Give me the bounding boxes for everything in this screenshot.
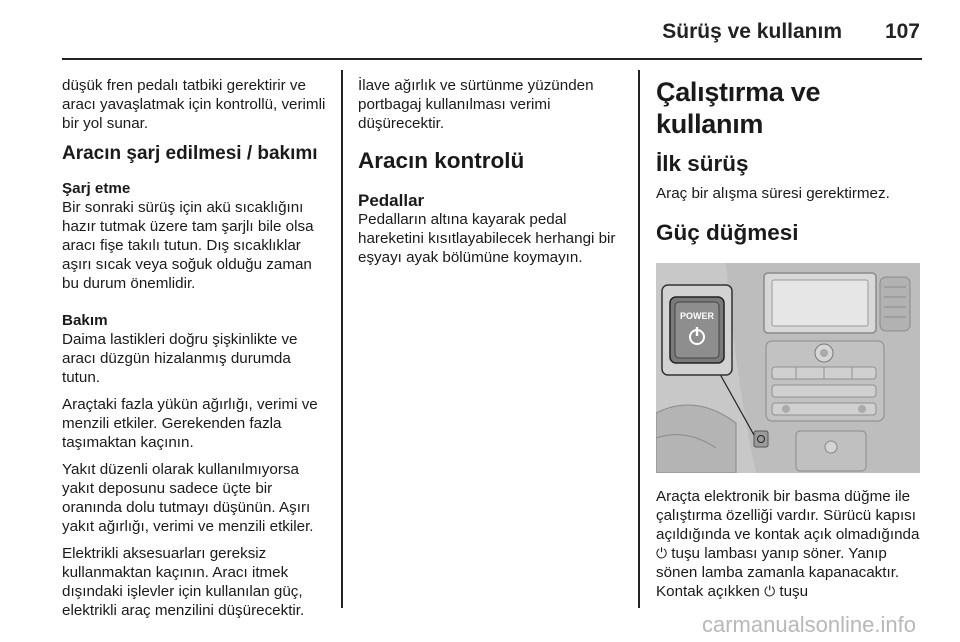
subheading-maintenance: Bakım xyxy=(62,312,108,329)
roof-rack-paragraph: İlave ağırlık ve sürtünme yüzünden portbagaj kullanılması verimi düşürecektir. xyxy=(358,77,594,132)
page-number: 107 xyxy=(884,20,920,43)
maintenance-paragraph-4: Elektrikli aksesuarları gereksiz kullanmaktan kaçının. Aracı itmek dışındaki işlevler için kullanılan güç, elektrikli araç menzilini düşürecektir. xyxy=(62,545,305,619)
maintenance-paragraph-2: Araçtaki fazla yükün ağırlığı, verimi ve menzili etkiler. Gerekenden fazla taşımaktan kaçının. xyxy=(62,396,318,451)
subheading-power-button: Güç düğmesi xyxy=(656,220,799,245)
column-divider-2 xyxy=(638,70,640,608)
column-1 xyxy=(62,76,330,628)
power-symbol-icon: ⏻ xyxy=(764,583,776,599)
column-2 xyxy=(358,76,626,275)
maintenance-paragraph-1: Daima lastikleri doğru şişkinlikte ve aracı düzgün hizalanmış durumda tutun. xyxy=(62,331,298,386)
power-label: POWER xyxy=(679,311,715,321)
section-heading-vehicle-control: Aracın kontrolü xyxy=(358,148,525,173)
power-symbol-icon: ⏻ xyxy=(656,545,668,561)
power-button-illustration xyxy=(656,263,920,473)
column-divider-1 xyxy=(341,70,343,608)
subheading-pedals: Pedallar xyxy=(358,191,425,210)
header-divider xyxy=(62,58,922,60)
section-heading-operation: Çalıştırma ve kullanım xyxy=(656,77,821,139)
pedals-paragraph: Pedalların altına kayarak pedal hareketini kısıtlayabilecek herhangi bir eşyayı ayak bölümüne koymayın. xyxy=(358,211,616,266)
intro-paragraph: düşük fren pedalı tatbiki gerektirir ve aracı yavaşlatmak için kontrollü, verimli bir yol sunar. xyxy=(62,77,326,132)
maintenance-paragraph-3: Yakıt düzenli olarak kullanılmıyorsa yakıt deposunu sadece üçte bir oranında dolu tutmayı düşünün. Aşırı yakıt ağırlığı, verimi ve menzili etkiler. xyxy=(62,461,314,535)
subheading-charging: Şarj etme xyxy=(62,180,131,197)
power-button-paragraph: Araçta elektronik bir basma düğme ile çalıştırma özelliği vardır. Sürücü kapısı açıldığında ve kontak açık olmadığında ⏻ tuşu lambası yanıp söner. Yanıp sönen lamba zamanla kapanacaktır. Kontak açıkken ⏻ tuşu xyxy=(656,488,920,600)
dashboard-power-button xyxy=(754,431,768,447)
section-heading-charging: Aracın şarj edilmesi / bakımı xyxy=(62,143,318,164)
column-3 xyxy=(656,76,924,609)
first-drive-paragraph: Araç bir alışma süresi gerektirmez. xyxy=(656,185,890,202)
chapter-title: Sürüş ve kullanım xyxy=(662,20,842,43)
page-header xyxy=(0,0,960,60)
subheading-first-drive: İlk sürüş xyxy=(656,151,749,176)
watermark: carmanualsonline.info xyxy=(701,612,916,637)
charging-paragraph: Bir sonraki sürüş için akü sıcaklığını hazır tutmak üzere tam şarjlı bile olsa aracı fişe takılı tutun. Dış sıcaklıklar aşırı sıcak veya soğuk olduğu zaman bu durum önemlidir. xyxy=(62,199,314,292)
dashboard-drawing xyxy=(656,263,920,473)
